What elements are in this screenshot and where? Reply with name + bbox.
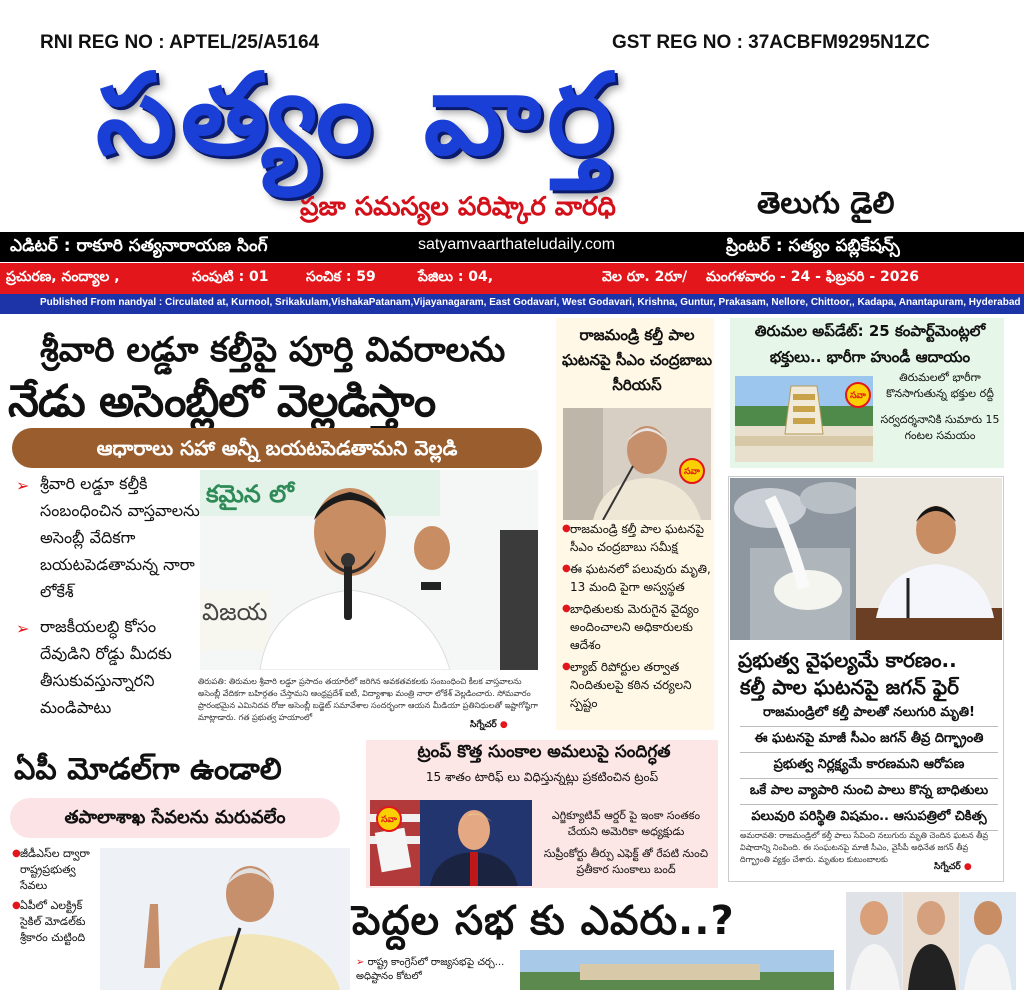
middle-headline: రాజమండ్రి కల్తీ పాల ఘటనపై సీఎం చంద్రబాబు సీరియస్ <box>562 326 713 394</box>
volume-number: సంపుటి : 01 <box>192 269 269 285</box>
jagan-body-text: అమరావతి: రాజమండ్రిలో కల్తీ పాలు సేవించి నలుగురు మృతి చెందిన ఘటన తీవ్ర విషాదాన్ని నింపింది. ఈ సంఘటనపై మాజీ సీఎం, వైసీపీ అధినేత జగన్ తీవ్ర దిగ్భ్రాంతి వ్యక్తం చేశారు. మృతుల కుటుంబాలకు <box>740 831 989 864</box>
list-item: ● ఈ ఘటనలో పలువురు మృతి, 13 మంది పైగా అస్వస్థత <box>562 562 711 594</box>
politicians-photo <box>846 892 1016 990</box>
rni-reg-number: RNI REG NO : APTEL/25/A5164 <box>40 32 320 53</box>
lead-photo-lokesh <box>200 470 538 670</box>
newspaper-logo-badge: సవా <box>679 458 705 484</box>
jagan-headline-line1: ప్రభుత్వ వైఫల్యమే కారణం.. <box>738 648 957 672</box>
telugu-daily-label: తెలుగు డైలి <box>757 186 895 221</box>
tirumala-temple-photo <box>735 376 873 462</box>
middle-bullet-list <box>562 520 712 716</box>
lead-subheadline: ఆధారాలు సహా అన్నీ బయటపెడతామని వెల్లడి <box>12 428 542 468</box>
arrow-icon: ➢ <box>16 619 30 638</box>
website-link[interactable]: satyamvaarthateludaily.com <box>418 236 616 253</box>
jagan-point: రాజమండ్రిలో కల్తీ పాలతో నలుగురి మృతి! <box>740 700 998 727</box>
trump-photo <box>370 800 532 886</box>
signature: సిగ్నేచర్ ● <box>934 862 972 872</box>
bottom-headline: పెద్దల సభ కు ఎవరు..? <box>352 898 735 944</box>
ap-model-subheadline: తపాలాశాఖ సేవలను మరువలేం <box>10 798 340 838</box>
bullet-icon: ● <box>12 848 21 859</box>
page-count: పేజిలు : 04, <box>418 269 494 285</box>
parliament-photo <box>520 950 834 990</box>
jagan-headline-line2: కల్తీ పాల ఘటనపై జగన్ ఫైర్ <box>740 675 960 699</box>
list-item: ఎగ్జిక్యూటివ్ ఆర్డర్ పై ఇంకా సంతకం చేయని అమెరికా అధ్యక్షుడు <box>551 809 701 838</box>
bullet-icon: ● <box>562 661 571 672</box>
ap-model-headline: ఏపీ మోడల్‌గా ఉండాలి <box>14 752 282 787</box>
bullet-icon: ● <box>12 900 21 911</box>
lead-bullet-list <box>16 470 200 729</box>
trump-subheadline: 15 శాతం టారిఫ్ లు విధిస్తున్నట్లు ప్రకటించిన ట్రంప్ <box>425 770 659 784</box>
issue-info-bar <box>0 263 1024 294</box>
trump-headline: ట్రంప్ కొత్త సుంకాల అమలుపై సందిగ్ధత <box>417 742 671 762</box>
list-item: తిరుమలలో భారీగా కొనసాగుతున్న భక్తుల రద్దీ <box>886 371 994 400</box>
gst-reg-number: GST REG NO : 37ACBFM9295N1ZC <box>612 32 930 53</box>
list-item: ➢ రాజకీయలబ్ధి కోసం దేవుడిని రోడ్డు మీదకు తీసుకువస్తున్నారని మండిపాటు <box>16 617 172 717</box>
list-item: ● రాజమండ్రి కల్తీ పాల ఘటనపై సీఎం చంద్రబాబు సమీక్ష <box>562 522 704 554</box>
jagan-point: ప్రభుత్వ నిర్లక్ష్యమే కారణమని ఆరోపణ <box>740 752 998 779</box>
editor-bar <box>0 232 1024 262</box>
arrow-icon: ➢ <box>16 476 30 495</box>
circulation-bar <box>0 294 1024 314</box>
editor-name: ఎడిటర్ : రాకూరి సత్యనారాయణ సింగ్ <box>10 236 268 256</box>
jagan-photo <box>856 478 1002 640</box>
list-item: సుప్రీంకోర్టు తీర్పు ఎఫెక్ట్ తో రేపటి నుంచి ప్రతీకార సుంకాలు బంద్ <box>543 847 709 876</box>
tirumala-side-notes <box>878 370 1002 444</box>
lead-caption: తిరుపతి: తిరుమల శ్రీవారి లడ్డూ ప్రసాదం తయారీలో జరిగిన అవకతవకలకు సంబంధించి కీలక వాస్తవాలను అసెంబ్లీ వేదికగా బహిర్గతం చేస్తామని ఆంధ్రప్రదేశ్ ఐటీ, విద్యాశాఖ మంత్రి నారా లోకేశ్ వెల్లడించారు. సోమవారం ప్రారంభమైన ఎమినిదవ రోజు అసెంబ్లీ బడ్జెట్ సమావేశాల సందర్భంగా ఆయన మీడియా ప్రతినిధులతో ఇష్టాగోష్ఠిగా మాట్లాడారు. గత ప్రభుత్వ హయాంలో <box>198 677 538 722</box>
trump-side-notes <box>538 808 714 878</box>
publication-place: ప్రచురణ, నంద్యాల , <box>6 269 120 285</box>
photo-banner-text-2: విజయ <box>202 598 268 626</box>
tagline: ప్రజా సమస్యల పరిష్కార వారధి <box>300 192 616 222</box>
issue-date: మంగళవారం - 24 - ఫిబ్రవరి - 2026 <box>706 269 920 285</box>
middle-photo-chandrababu <box>563 408 711 520</box>
list-item: ➢ శ్రీవారి లడ్డూ కల్తీకి సంబంధించిన వాస్తవాలను అసెంబ్లీ వేదికగా బయటపెడతామన్న నారా లోకేశ్ <box>16 474 200 601</box>
price: వెల రూ. 2రూ/ <box>602 269 688 285</box>
newspaper-title: సత్యం వార్త <box>96 50 620 180</box>
jagan-point: ఈ ఘటనపై మాజీ సీఎం జగన్ తీవ్ర దిగ్భ్రాంతి <box>740 726 998 753</box>
ap-model-photo-chandrababu <box>100 848 350 990</box>
milk-pouring-photo <box>730 478 856 640</box>
list-item: ● బాధితులకు మెరుగైన వైద్యం అందించాలని అధికారులకు ఆదేశం <box>562 602 699 652</box>
circulation-text: Published From nandyal : Circulated at, Kurnool, Srikakulam,VishakaPatanam,Vijayanagaram, East Godavari, West Godavari, Krishna, Guntur, Prakasam, Nellore, Chittoor,, Kadapa, Anantapuram, Hyderabad <box>40 297 1021 308</box>
arrow-icon: ➢ <box>356 957 368 968</box>
signature: సిగ్నేచర్ ● <box>470 720 508 730</box>
bullet-icon: ● <box>562 563 571 574</box>
newspaper-logo-badge: సవా <box>376 806 402 832</box>
list-item: ● జీడీఎస్‌ల ద్వారా రాష్ట్రప్రభుత్వ సేవలు <box>12 847 90 892</box>
lead-headline-line1: శ్రీవారి లడ్డూ కల్తీపై పూర్తి వివరాలను <box>40 330 506 370</box>
newspaper-logo-badge: సవా <box>845 382 871 408</box>
tirumala-headline: తిరుమల అప్‌డేట్: 25 కంపార్ట్‌మెంట్లలో భక్తులు.. భారీగా హుండీ ఆదాయం <box>754 322 986 366</box>
issue-number: సంచిక : 59 <box>306 269 376 285</box>
list-item: సర్వదర్శనానికి సుమారు 15 గంటల సమయం <box>880 413 1000 442</box>
photo-banner-text: కమైన లో <box>206 480 294 508</box>
list-item: ● ల్యాబ్ రిపోర్టుల తర్వాత నిందితులపై కఠిన చర్యలని స్పష్టం <box>562 660 692 710</box>
lead-headline-line2: నేడు అసెంబ్లీలో వెల్లడిస్తాం <box>8 376 436 427</box>
bottom-bullet: ➢ రాష్ట్ర కాంగ్రెస్‌లో రాజ్యసభపై చర్చ... అధిష్టానం కోటలో <box>356 957 505 982</box>
bullet-icon: ● <box>562 603 571 614</box>
jagan-point: పలువురి పరిస్థితి విషమం.. ఆసుపత్రిలో చికిత్స <box>740 804 998 831</box>
jagan-point: ఒకే పాల వ్యాపారి నుంచి పాలు కొన్న బాధితులు <box>740 778 998 805</box>
list-item: ● ఏపీలో ఎలక్ట్రిక్ సైకిల్ మోడల్‌కు శ్రీకారం చుట్టింది <box>12 899 86 944</box>
ap-model-bullet-list <box>12 846 98 950</box>
printer-name: ప్రింటర్ : సత్యం పబ్లికేషన్స్ <box>726 236 900 256</box>
bullet-icon: ● <box>562 523 571 534</box>
